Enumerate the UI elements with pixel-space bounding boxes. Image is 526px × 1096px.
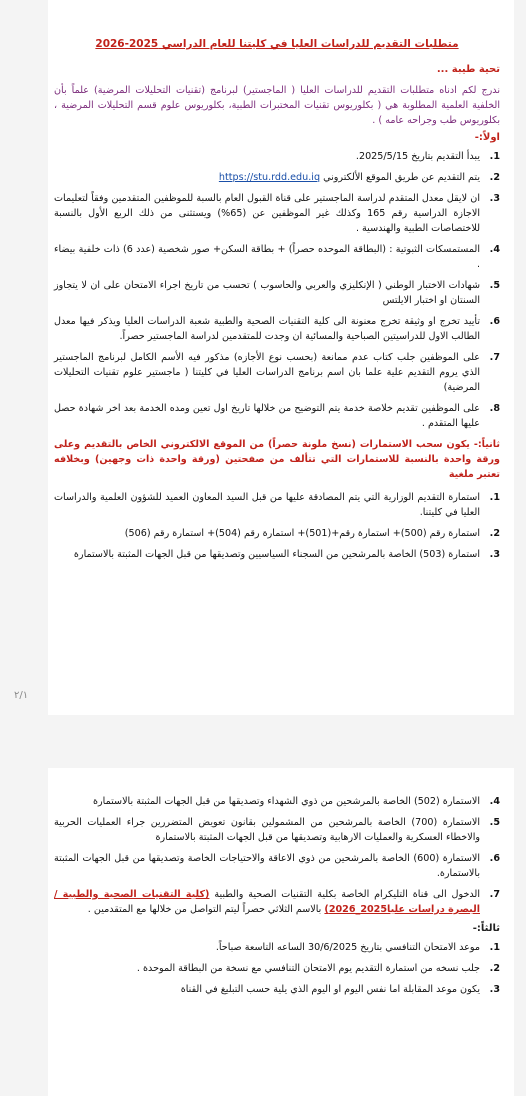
list-item: 5. الاستمارة (700) الخاصة بالمرشحين من المشمولين بقانون تعويض المتضررين جراء العمليات الحربية والاخطاء العسكرية والعمليات الارهابية وتصديقها من قبل الجهات المثبتة بالاستمارة — [54, 817, 500, 843]
greeting: تحية طيبة ... — [436, 64, 500, 75]
list-item: 7. على الموظفين جلب كتاب عدم ممانعة (بحسب نوع الأجازه) مذكور فيه الأسم الكامل لبرنامج الماجستير الذي يروم التقديم علية علما بان اسم برنامج الدراسات العليا في كليتنا ( ماجستير علوم تقنيات التحليلات المرضية) — [54, 352, 500, 393]
list-item: 3. يكون موعد المقابلة اما نفس اليوم او اليوم الذي يلية حسب التبليغ في القناة — [180, 984, 500, 995]
list-item: 2. يتم التقديم عن طريق الموقع الألكتروني https://stu.rdd.edu.iq — [218, 172, 500, 183]
list-item: 2. استمارة رقم (500)+ استمارة رقم+(501)+ استمارة رقم (504)+ استمارة رقم (506) — [124, 528, 500, 539]
list-item: 2. جلب نسخه من استمارة التقديم يوم الامتحان التنافسي مع نسخة من البطاقة الموحدة . — [136, 963, 500, 974]
list-item: 3. استمارة (503) الخاصة بالمرشحين من السجناء السياسيين وتصديقها من قبل الجهات المثبتة بالاستمارة — [73, 549, 500, 560]
section-second-warning: ثانياً:- يكون سحب الاستمارات (نسخ ملونة حصراً) من الموقع الالكتروني الخاص بالتقديم وعلى ورقة واحدة بالنسبة للاستمارات التي تتألف من صفحتين (ورقة واحدة ذات وجهين) وبخلافه تعتبر ملغية — [54, 439, 500, 480]
list-item: 8. على الموظفين تقديم خلاصة خدمة يتم التوضيح من خلالها تاريخ اول تعين ومده الخدمة بعد اخر شهادة حصل عليها المتقدم . — [54, 403, 500, 429]
section-third-heading: ثالثاً:- — [472, 923, 500, 934]
list-item: 4. المستمسكات الثبوتية : (البطاقة الموحده حصراً) + بطاقة السكن+ صور شخصية (عدد 6) ذات خلفية بيضاء . — [54, 244, 500, 270]
application-website-link[interactable]: https://stu.rdd.edu.iq — [218, 172, 321, 183]
document-page-1 — [48, 0, 514, 715]
list-item: 5. شهادات الاختبار الوطني ( الإنكليزي والعربي والحاسوب ) تحسب من تاريخ اجراء الامتحان على ان لا يتجاوز السنتان او اختبار الايلتس — [54, 280, 500, 306]
forms-list — [54, 490, 500, 562]
list-item: 1. يبدأ التقديم بتاريخ 2025/5/15. — [355, 151, 500, 162]
intro-paragraph: ندرج لكم ادناه متطلبات التقديم للدراسات العليا ( الماجستير) لبرنامج (تقنيات التحليلات المرضية) علماً بأن الخلفية العلمية المطلوبة هي ( بكلوريوس تقنيات المختبرات الطبية، بكلوريوس علوم قسم التحليلات المرضية ، بكلوريوس طب وجراحه عامه ) . — [54, 85, 500, 126]
list-item: 3. ان لايقل معدل المتقدم لدراسة الماجستير على قناة القبول العام بالسبة للموظفين المتقدمين وفقاً لتعليمات الاجازة الدراسية رقم 165 وكذلك غير الموظفين عن (65%) ويستثنى من ذلك الربع الأول بالنسبة للاختصاصات الطبية والهندسية . — [54, 193, 500, 234]
exam-list — [54, 940, 500, 997]
document-title: متطلبات التقديم للدراسات العليا في كليتنا للعام الدراسي 2025-2026 — [95, 38, 459, 50]
section-first-heading: اولاً:- — [474, 132, 500, 143]
list-item: 6. تأييد تخرج او وثيقة تخرج معنونة الى كلية التقنيات الصحية والطبية شعبة الدراسات العليا ويذكر فيها معدل الطالب الاول للدراسيتين الصباحية والمسائية ان وجدت للمتقدمين لدراسة الماجستير حصراً. — [54, 316, 500, 342]
document-page-2 — [48, 768, 514, 1096]
forms-list-continued — [54, 794, 500, 917]
page-number: ٢/١ — [14, 690, 29, 701]
list-item: 6. الاستمارة (600) الخاصة بالمرشحين من ذوي الاعاقة والاحتياجات الخاصة وتصديقها من قبل الجهات المثبتة بالاستمارة. — [54, 853, 500, 879]
list-item: 4. الاستمارة (502) الخاصة بالمرشحين من ذوي الشهداء وتصديقها من قبل الجهات المثبتة بالاستمارة — [93, 796, 500, 807]
telegram-channel-name: (كلية التقنيات الصحية والطبية /البصرة دراسات عليا2025_2026) — [54, 889, 480, 915]
list-item: 1. استمارة التقديم الوزارية التي يتم المصادقة عليها من قبل السيد المعاون العميد للشؤون العلمية والدراسات العليا في كليتنا. — [54, 492, 500, 518]
requirements-list — [54, 149, 500, 431]
list-item: 7. الدخول الى قناة التليكرام الخاصة بكلية التقنيات الصحية والطبية (كلية التقنيات الصحية والطبية /البصرة دراسات عليا2025_2026) بالاسم الثلاثي حصراً ليتم التواصل من خلالها مع المتقدمين . — [54, 889, 500, 915]
list-item: 1. موعد الامتحان التنافسي بتاريخ 30/6/2025 الساعه التاسعة صباحاً. — [215, 942, 500, 953]
